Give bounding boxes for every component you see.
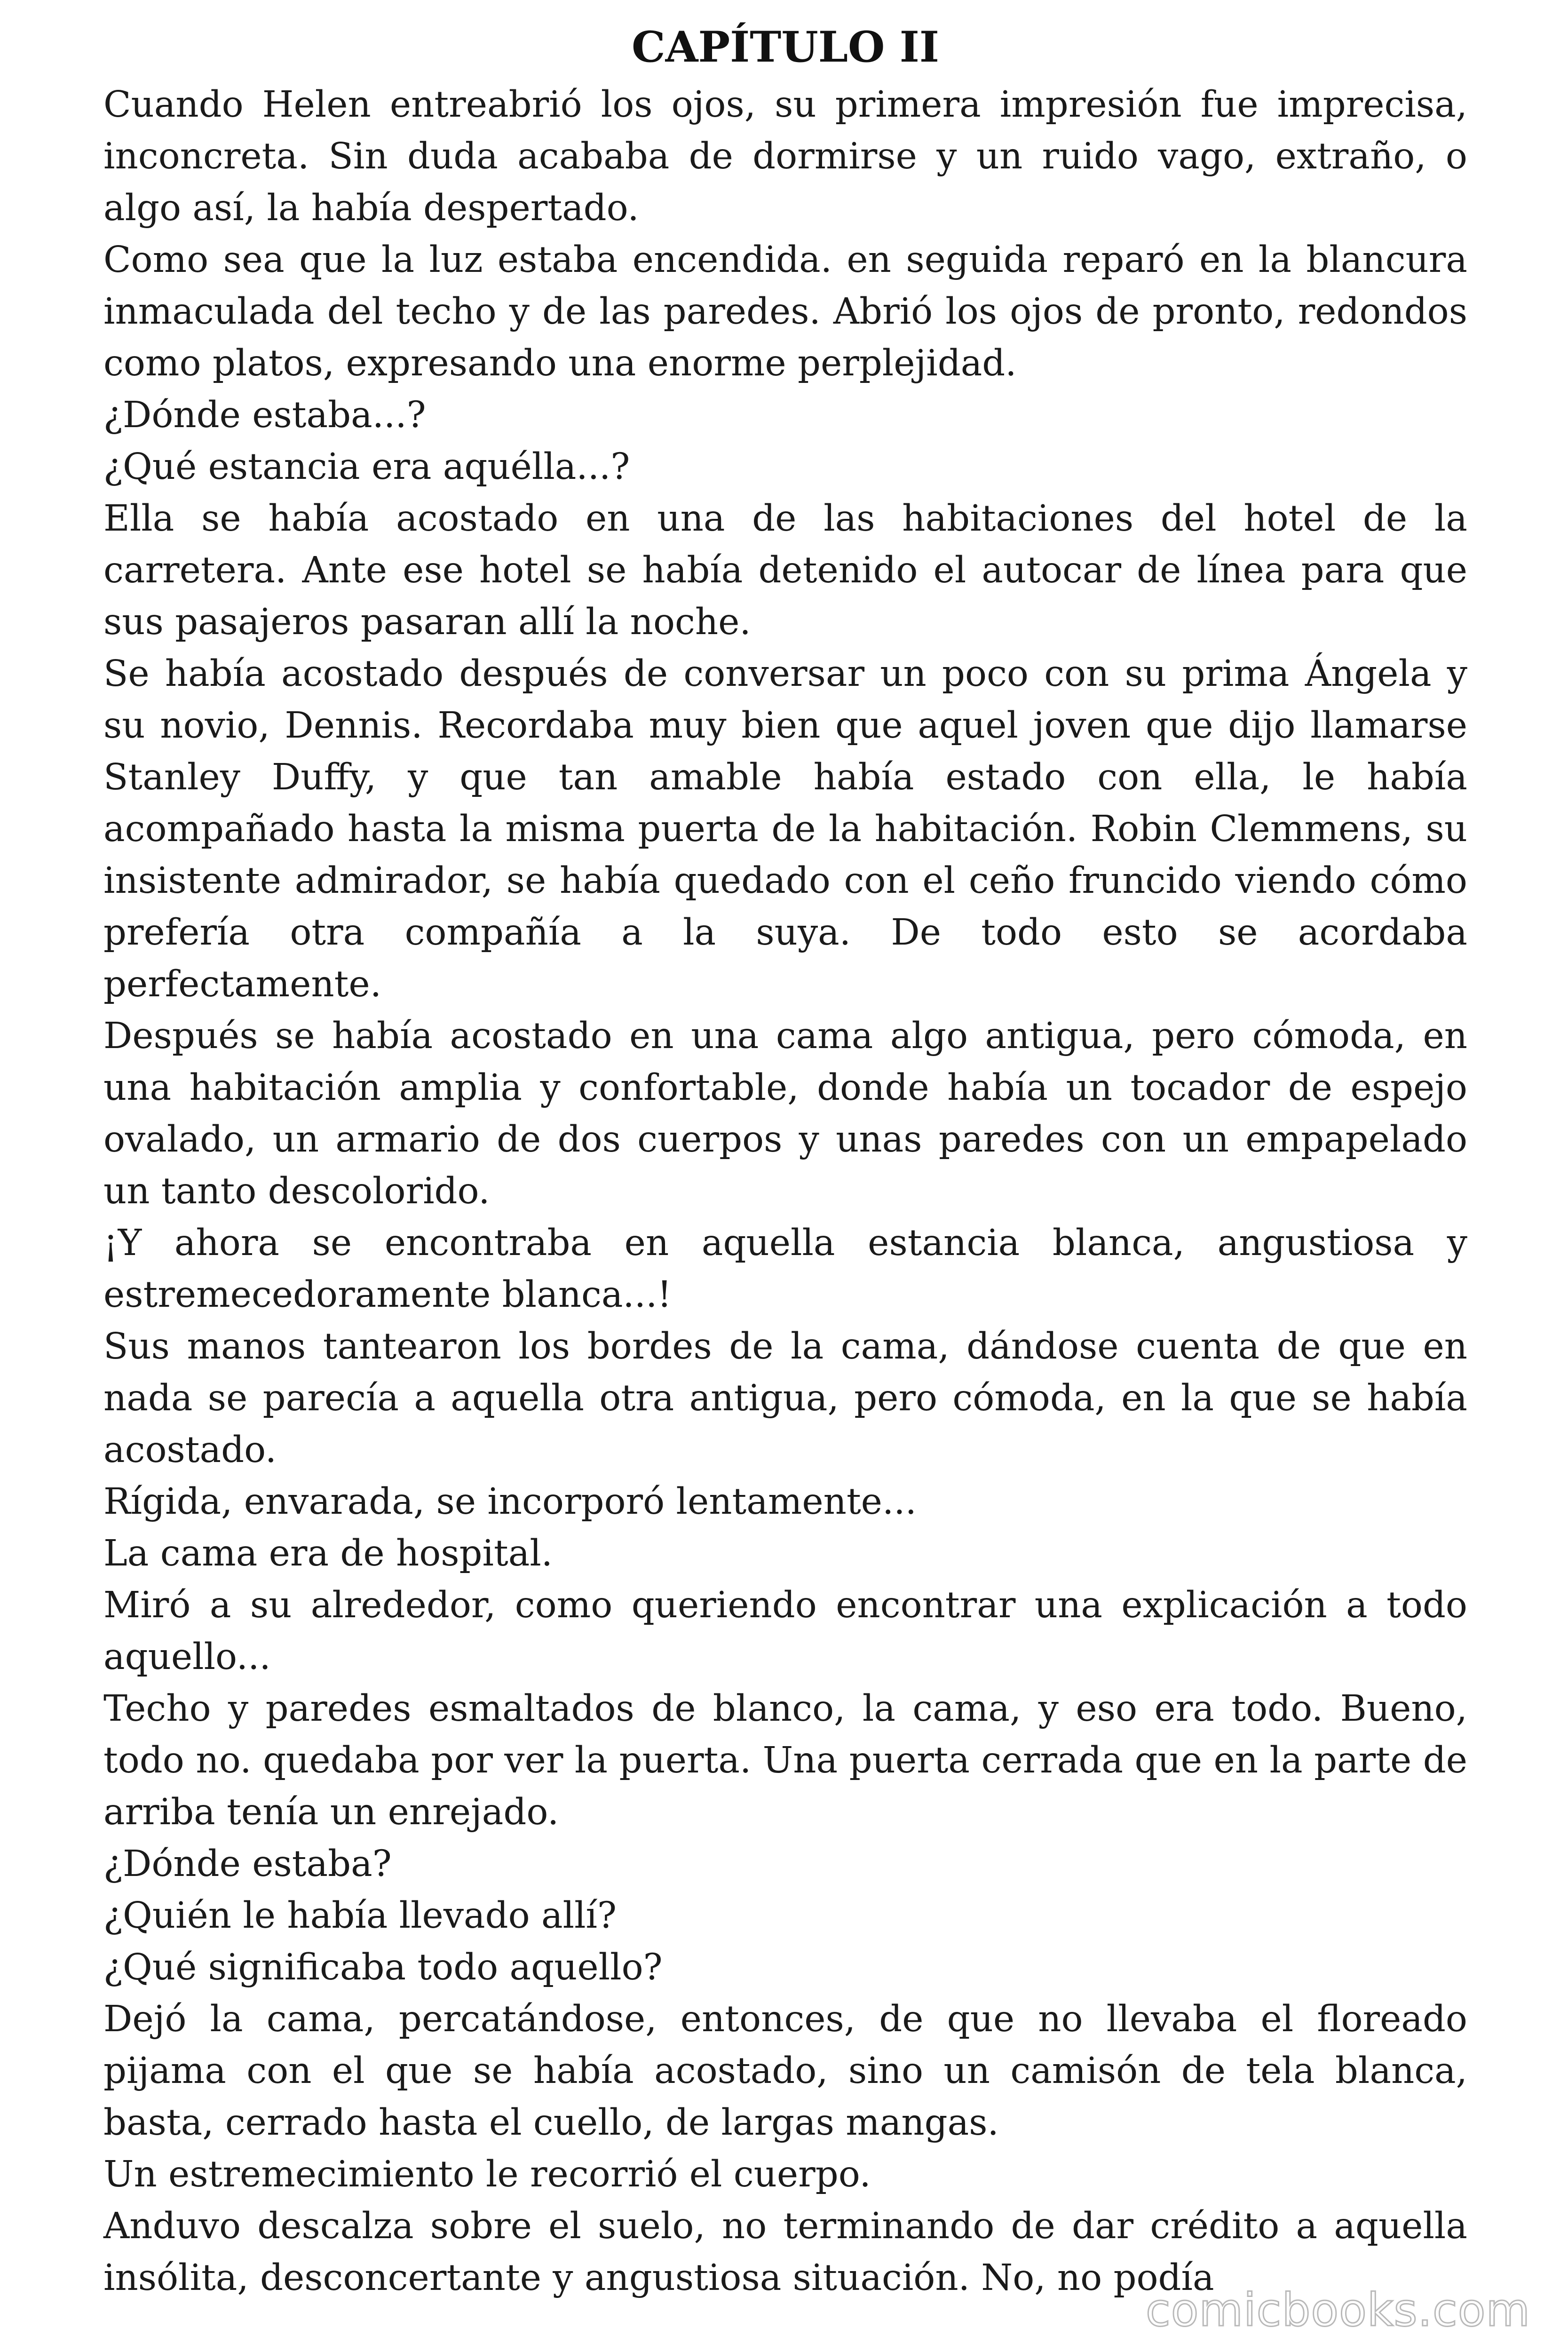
- paragraph: Rígida, envarada, se incorporó lentamente...: [103, 1481, 917, 1523]
- paragraph: Techo y paredes esmaltados de blanco, la cama, y eso era todo. Bueno, todo no. quedaba por ver la puerta. Una puerta cerrada que en la parte de arriba tenía un enrejado.: [103, 1688, 1467, 1833]
- paragraph: Un estremecimiento le recorrió el cuerpo.: [103, 2153, 871, 2195]
- book-page: [103, 19, 1467, 2343]
- paragraph: Anduvo descalza sobre el suelo, no terminando de dar crédito a aquella insólita, desconcertante y angustiosa situación. No, no podía: [103, 2205, 1467, 2299]
- paragraph: ¿Dónde estaba?: [103, 1843, 392, 1885]
- paragraph: ¿Qué significaba todo aquello?: [103, 1947, 663, 1988]
- paragraph: Dejó la cama, percatándose, entonces, de que no llevaba el floreado pijama con el que se había acostado, sino un camisón de tela blanca, basta, cerrado hasta el cuello, de largas mangas.: [103, 1998, 1467, 2144]
- paragraph: ¿Qué estancia era aquélla...?: [103, 446, 630, 488]
- paragraph: ¡Y ahora se encontraba en aquella estancia blanca, angustiosa y estremecedoramente blanca...!: [103, 1222, 1467, 1316]
- paragraph: Se había acostado después de conversar un poco con su prima Ángela y su novio, Dennis. Recordaba muy bien que aquel joven que dijo llamarse Stanley Duffy, y que tan amable había estado con ella, le había acompañado hasta la misma puerta de la habitación. Robin Clemmens, su insistente admirador, se había quedado con el ceño fruncido viendo cómo prefería otra compañía a la suya. De todo esto se acordaba perfectamente.: [103, 653, 1467, 1005]
- paragraph: Después se había acostado en una cama algo antigua, pero cómoda, en una habitación amplia y confortable, donde había un tocador de espejo ovalado, un armario de dos cuerpos y unas paredes con un empapelado un tanto descolorido.: [103, 1015, 1467, 1212]
- paragraph: Como sea que la luz estaba encendida. en seguida reparó en la blancura inmaculada del techo y de las paredes. Abrió los ojos de pronto, redondos como platos, expresando una enorme perplejidad.: [103, 239, 1467, 384]
- watermark: comicbooks.com: [1145, 2284, 1530, 2336]
- paragraph: Miró a su alrededor, como queriendo encontrar una explicación a todo aquello...: [103, 1584, 1467, 1678]
- paragraph: La cama era de hospital.: [103, 1533, 553, 1574]
- paragraph: Sus manos tantearon los bordes de la cama, dándose cuenta de que en nada se parecía a aquella otra antigua, pero cómoda, en la que se había acostado.: [103, 1326, 1467, 1471]
- chapter-body: [103, 79, 1467, 2304]
- paragraph: ¿Dónde estaba...?: [103, 394, 426, 436]
- paragraph: ¿Quién le había llevado allí?: [103, 1895, 617, 1937]
- chapter-title: CAPÍTULO II: [632, 22, 939, 72]
- paragraph: Cuando Helen entreabrió los ojos, su primera impresión fue imprecisa, inconcreta. Sin duda acababa de dormirse y un ruido vago, extraño, o algo así, la había despertado.: [103, 84, 1467, 229]
- paragraph: Ella se había acostado en una de las habitaciones del hotel de la carretera. Ante ese hotel se había detenido el autocar de línea para que sus pasajeros pasaran allí la noche.: [103, 498, 1467, 643]
